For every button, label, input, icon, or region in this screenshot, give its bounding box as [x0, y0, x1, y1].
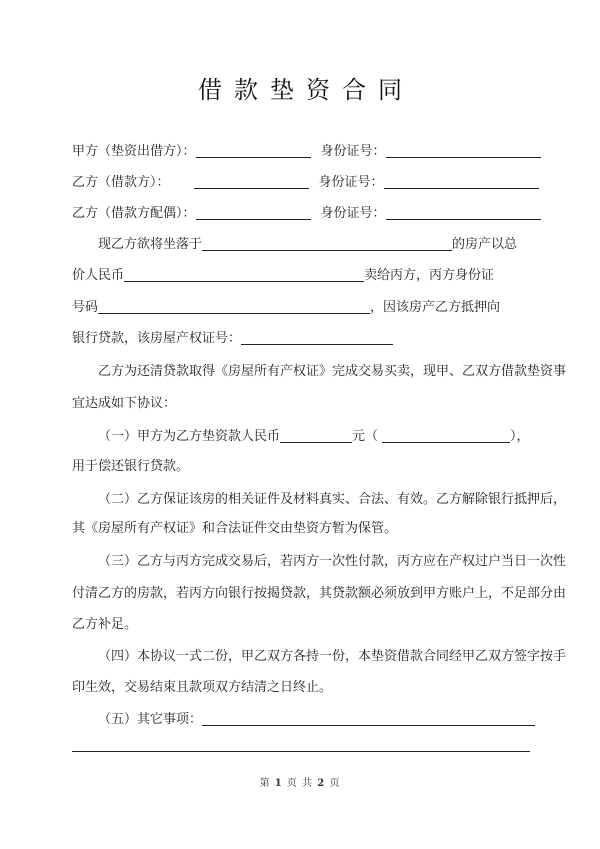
footer-suffix: 页	[329, 778, 341, 789]
party-a-label: 甲方（垫资出借方）：	[72, 144, 196, 159]
intro-line-4	[72, 329, 530, 349]
footer-prefix: 第	[259, 778, 271, 789]
clause-4-line-1: （四）本协议一式二份，甲乙双方各持一份，本垫资借款合同经甲乙双方签字按手	[98, 649, 567, 664]
intro-text-1b: 的房产以总	[452, 237, 518, 252]
clause-5-line	[98, 710, 530, 730]
intro-text-3b: ，因该房产乙方抵押向	[370, 300, 501, 315]
total-pages-number: 2	[317, 778, 326, 789]
party-b-spouse-label: 乙方（借款方配偶）：	[72, 206, 196, 221]
party-b-spouse-id-field[interactable]	[386, 205, 541, 220]
clause-2-line-1: （二）乙方保证该房的相关证件及材料真实、合法、有效。乙方解除银行抵押后，	[98, 492, 567, 507]
clause-5-label: （五）其它事项：	[98, 712, 203, 727]
party-b-spouse-id-label: 身份证号：	[320, 206, 386, 221]
party-a-name-field[interactable]	[196, 143, 311, 158]
intro-line-3	[72, 298, 530, 318]
party-b-label: 乙方（借款方）：	[72, 175, 170, 190]
other-matters-line-2[interactable]	[72, 751, 530, 752]
intro-text-3a: 号码	[72, 300, 99, 315]
clause-3-line-3: 乙方补足。	[72, 617, 138, 632]
total-price-field[interactable]	[124, 267, 364, 282]
party-b-spouse-row	[72, 204, 530, 224]
party-b-row	[72, 173, 530, 193]
clause-1-text-a: （一）甲方为乙方垫资款人民币	[98, 429, 281, 444]
footer-middle: 页 共	[286, 778, 314, 789]
clause-4-line-2: 印生效，交易结束且款项双方结清之日终止。	[72, 680, 333, 695]
party-b-id-label: 身份证号：	[318, 175, 384, 190]
loan-amount-words-field[interactable]	[382, 428, 510, 443]
clause-1-line-2: 用于偿还银行贷款。	[72, 459, 190, 474]
party-b-spouse-name-field[interactable]	[196, 205, 311, 220]
clause-3-line-1: （三）乙方与丙方完成交易后，若丙方一次性付款，丙方应在产权过户当日一次性	[98, 554, 567, 569]
party-b-name-field[interactable]	[194, 174, 309, 189]
agreement-line-1: 乙方为还清贷款取得《房屋所有产权证》完成交易买卖，现甲、乙双方借款垫资事	[98, 364, 567, 379]
clause-1-text-c: ），	[510, 429, 530, 444]
party-a-id-label: 身份证号：	[320, 144, 386, 159]
loan-amount-field[interactable]	[280, 428, 352, 443]
intro-line-2	[72, 266, 530, 286]
intro-text-1a: 现乙方欲将坐落于	[98, 237, 203, 252]
party-a-id-field[interactable]	[386, 143, 541, 158]
party-b-id-field[interactable]	[384, 174, 539, 189]
intro-text-2b: 卖给丙方，丙方身份证	[364, 268, 495, 283]
party-c-id-field[interactable]	[98, 299, 370, 314]
party-a-row	[72, 142, 530, 162]
property-location-field[interactable]	[202, 236, 452, 251]
other-matters-field[interactable]	[202, 711, 535, 726]
clause-1-line-1	[98, 427, 530, 447]
clause-1-text-b: 元（	[352, 429, 379, 444]
intro-text-2a: 价人民币	[72, 268, 125, 283]
clause-3-line-2: 付清乙方的房款，若丙方向银行按揭贷款，其贷款额必须放到甲方账户上，不足部分由	[72, 586, 567, 601]
property-cert-field[interactable]	[241, 330, 393, 345]
intro-line-1	[98, 235, 530, 255]
page-footer	[0, 774, 600, 789]
document-title: 借款垫资合同	[198, 76, 414, 104]
agreement-line-2: 宜达成如下协议：	[72, 396, 177, 411]
current-page-number: 1	[274, 778, 283, 789]
intro-text-4a: 银行贷款，该房屋产权证号：	[72, 331, 242, 346]
clause-2-line-2: 其《房屋所有产权证》和合法证件交由垫资方暂为保管。	[72, 521, 398, 536]
